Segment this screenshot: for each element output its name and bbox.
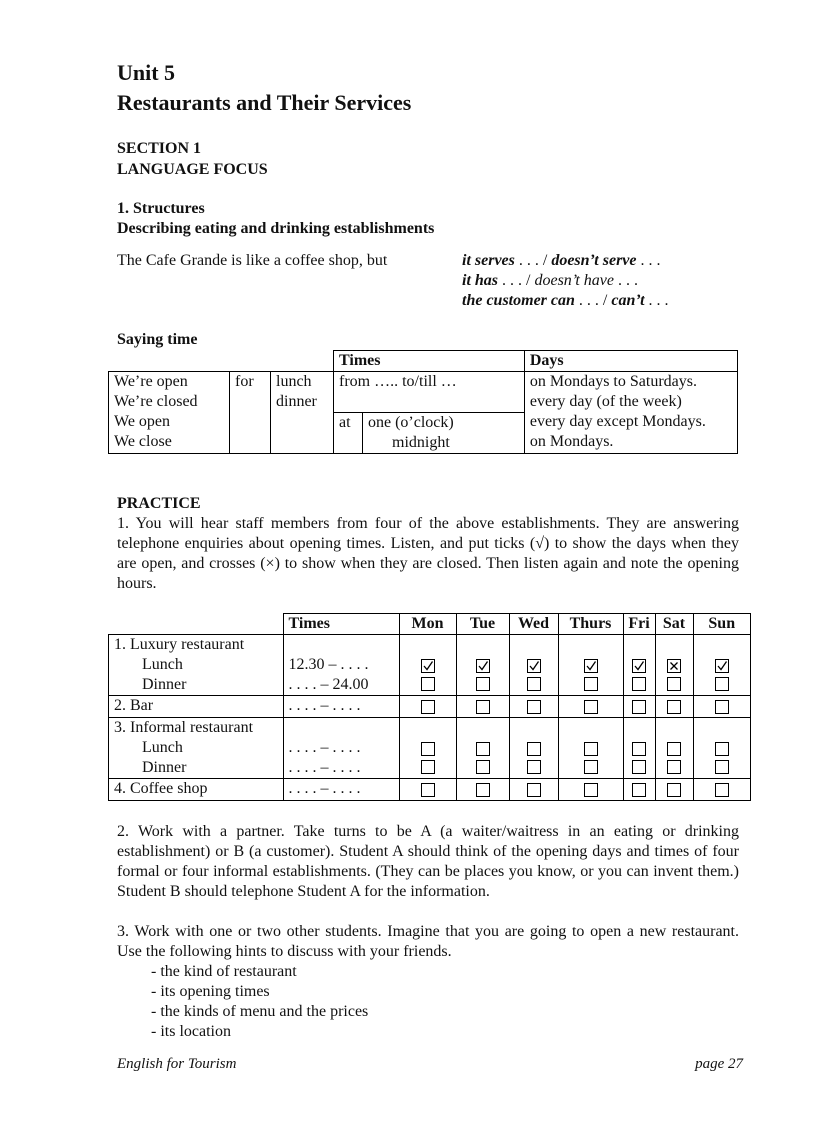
checkbox[interactable]: [421, 677, 435, 691]
practice-1-text: 1. You will hear staff members from four of the above establishments. They are answering telephone enquiries about opening times. Listen, and put ticks (√) to show the days when they are open, and crosses (×) to show when they are closed. Then listen again and note the opening hours.: [117, 514, 739, 592]
focus-label: LANGUAGE FOCUS: [117, 161, 268, 178]
col-mon: Mon: [399, 613, 456, 634]
structure-options: [462, 251, 669, 311]
checkbox[interactable]: [476, 783, 490, 797]
checkbox[interactable]: [667, 783, 681, 797]
checkbox[interactable]: [667, 760, 681, 774]
day-cell: [655, 634, 693, 695]
col-sun: Sun: [693, 613, 751, 634]
row-informal-times: . . . . – . . . . . . . . – . . . .: [283, 717, 399, 778]
checkbox[interactable]: [527, 700, 541, 714]
page-title: Restaurants and Their Services: [117, 90, 412, 115]
col-fri: Fri: [623, 613, 655, 634]
checkbox[interactable]: [632, 742, 646, 756]
table-row: [109, 634, 751, 695]
col-thurs: Thurs: [558, 613, 623, 634]
cross-icon: [668, 660, 680, 672]
day-cell: [456, 634, 509, 695]
checkbox[interactable]: [476, 659, 490, 673]
checkbox[interactable]: [527, 742, 541, 756]
checkbox[interactable]: [527, 659, 541, 673]
checkbox[interactable]: [667, 677, 681, 691]
checkbox[interactable]: [715, 700, 729, 714]
checkbox[interactable]: [527, 677, 541, 691]
checkbox[interactable]: [632, 700, 646, 714]
checkbox[interactable]: [667, 700, 681, 714]
structure-line-1: it serves . . . / doesn’t serve . . .: [462, 252, 661, 269]
days-top: on Mondays to Saturdays. every day (of the week): [524, 372, 737, 413]
checkbox[interactable]: [632, 659, 646, 673]
checkbox[interactable]: [421, 783, 435, 797]
checkbox[interactable]: [476, 742, 490, 756]
meals: lunch dinner: [271, 372, 334, 454]
row-bar-time: . . . . – . . . .: [283, 695, 399, 717]
checkbox[interactable]: [667, 742, 681, 756]
list-item: - the kind of restaurant: [151, 962, 297, 980]
day-cell: [509, 634, 558, 695]
checkbox[interactable]: [584, 700, 598, 714]
page-footer: [117, 1056, 743, 1073]
list-item: - its location: [151, 1022, 231, 1040]
structures-subheading: Describing eating and drinking establishments: [117, 220, 435, 237]
checkbox[interactable]: [584, 760, 598, 774]
row-luxury-restaurant: 1. Luxury restaurant Lunch Dinner: [109, 634, 284, 695]
structure-example: [117, 251, 739, 311]
day-cell: [399, 634, 456, 695]
practice-3-text: 3. Work with one or two other students. Imagine that you are going to open a new restaurant. Use the following hints to discuss with your friends.: [117, 922, 739, 960]
checkbox[interactable]: [715, 742, 729, 756]
section-label: SECTION 1: [117, 140, 202, 157]
checkbox[interactable]: [715, 760, 729, 774]
page-content: [114, 58, 739, 1042]
checkbox[interactable]: [421, 700, 435, 714]
structure-line-2: it has . . . / doesn’t have . . .: [462, 272, 638, 289]
saying-time-table: [108, 350, 738, 454]
checkbox[interactable]: [421, 760, 435, 774]
checkbox[interactable]: [667, 659, 681, 673]
row-coffee-shop-time: . . . . – . . . .: [283, 778, 399, 800]
checkbox[interactable]: [421, 742, 435, 756]
checkbox[interactable]: [632, 760, 646, 774]
tick-icon: [528, 660, 540, 672]
checkbox[interactable]: [715, 659, 729, 673]
tick-icon: [633, 660, 645, 672]
opening-times-table: [108, 613, 751, 801]
table-row: [109, 778, 751, 800]
unit-number: Unit 5: [117, 60, 176, 85]
structures-heading: 1. Structures: [117, 200, 205, 217]
row-coffee-shop: 4. Coffee shop: [109, 778, 284, 800]
tick-icon: [585, 660, 597, 672]
footer-page-number: page 27: [695, 1056, 743, 1072]
checkbox[interactable]: [421, 659, 435, 673]
day-cell: [623, 634, 655, 695]
checkbox[interactable]: [584, 783, 598, 797]
checkbox[interactable]: [632, 783, 646, 797]
at-times: one (o’clock) midnight: [363, 412, 525, 453]
tick-icon: [422, 660, 434, 672]
checkbox[interactable]: [527, 783, 541, 797]
col-times-header: Times: [283, 613, 399, 634]
row-bar: 2. Bar: [109, 695, 284, 717]
practice-2-text: 2. Work with a partner. Take turns to be A (a waiter/waitress in an eating or drinking establishment) or B (a customer). Student A should think of the opening days and times of four formal or four informal establishments. (They can be places you know, or you can invent them.) Student B should telephone Student A for the information.: [117, 822, 739, 900]
open-phrases: We’re open We’re closed: [109, 372, 230, 413]
day-cell: [558, 634, 623, 695]
table-row: [109, 717, 751, 778]
col-wed: Wed: [509, 613, 558, 634]
col-times: Times: [334, 351, 525, 372]
checkbox[interactable]: [476, 677, 490, 691]
checkbox[interactable]: [632, 677, 646, 691]
footer-book-title: English for Tourism: [117, 1056, 237, 1072]
row-luxury-times: 12.30 – . . . . . . . . – 24.00: [283, 634, 399, 695]
list-item: - the kinds of menu and the prices: [151, 1002, 369, 1020]
day-cell: [693, 634, 751, 695]
col-tue: Tue: [456, 613, 509, 634]
col-sat: Sat: [655, 613, 693, 634]
checkbox[interactable]: [476, 700, 490, 714]
checkbox[interactable]: [584, 742, 598, 756]
checkbox[interactable]: [715, 677, 729, 691]
structure-line-3: the customer can . . . / can’t . . .: [462, 292, 669, 309]
table-row: [109, 695, 751, 717]
tick-icon: [716, 660, 728, 672]
checkbox[interactable]: [715, 783, 729, 797]
for-word: for: [230, 372, 271, 454]
open-phrases-2: We open We close: [109, 412, 230, 453]
at-word: at: [334, 412, 363, 453]
col-days: Days: [524, 351, 737, 372]
checkbox[interactable]: [584, 659, 598, 673]
structure-sentence: The Cafe Grande is like a coffee shop, but: [117, 252, 388, 269]
list-item: - its opening times: [151, 982, 270, 1000]
tick-icon: [477, 660, 489, 672]
checkbox[interactable]: [476, 760, 490, 774]
saying-time-heading: Saying time: [117, 331, 198, 348]
checkbox[interactable]: [584, 677, 598, 691]
days-bottom: every day except Mondays. on Mondays.: [524, 412, 737, 453]
row-informal-restaurant: 3. Informal restaurant Lunch Dinner: [109, 717, 284, 778]
from-to: from ….. to/till …: [334, 372, 525, 413]
practice-heading: PRACTICE: [117, 494, 201, 512]
checkbox[interactable]: [527, 760, 541, 774]
hints-list: [151, 962, 739, 1042]
